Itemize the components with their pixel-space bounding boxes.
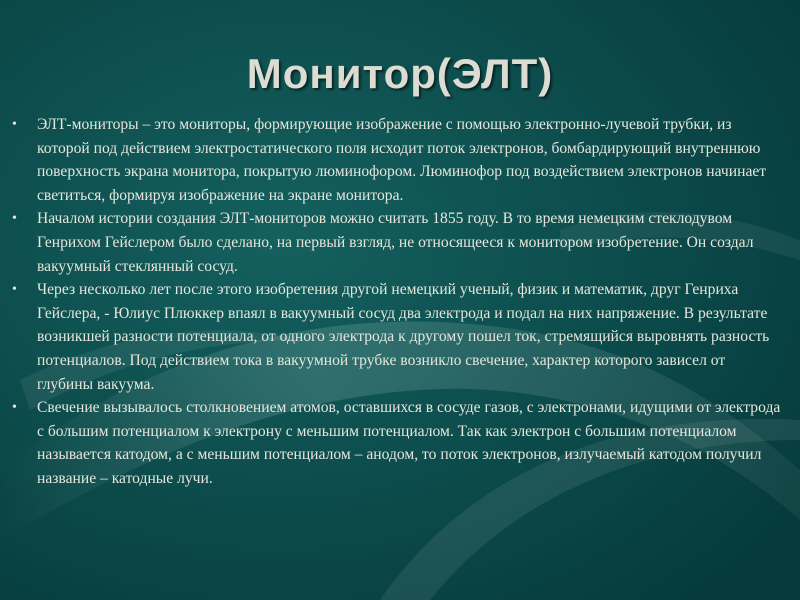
bullet-list — [10, 113, 785, 491]
list-item — [10, 278, 785, 396]
bullet-text: Через несколько лет после этого изобретения другой немецкий ученый, физик и математик, друг Генриха Гейслера, - Юлиус Плюккер впаял в вакуумный сосуд два электрода и подал на них напряжение. В результате возникшей разности потенциала, от одного электрода к другому пошел ток, стремящийся выровнять разность потенциалов. Под действием тока в вакуумной трубке возникло свечение, характер которого зависел от глубины вакуума. — [37, 281, 770, 393]
list-item — [10, 396, 785, 490]
bullet-icon: • — [12, 117, 17, 132]
list-item — [10, 207, 785, 278]
bullet-text: ЭЛТ-мониторы – это мониторы, формирующие изображение с помощью электронно-лучевой трубки, из которой под действием электростатического поля исходит поток электронов, бомбардирующий внутреннюю поверхность экрана монитора, покрытую люминофором. Люминофор под воздействием электронов начинает светиться, формируя изображение на экране монитора. — [37, 116, 767, 204]
bullet-text: Началом истории создания ЭЛТ-мониторов можно считать 1855 году. В то время немецким стеклодувом Генрихом Гейслером было сделано, на первый взгляд, не относящееся к монитором изобретение. Он создал вакуумный стеклянный сосуд. — [37, 210, 754, 275]
bullet-icon: • — [12, 211, 17, 227]
bullet-icon: • — [12, 400, 17, 416]
list-item — [10, 113, 785, 207]
bullet-icon: • — [12, 282, 17, 298]
page-title: Монитор(ЭЛТ) — [246, 50, 554, 97]
bullet-text: Свечение вызывалось столкновением атомов, оставшихся в сосуде газов, с электронами, идущими от электрода с большим потенциалом к электрону с меньшим потенциалом. Так как электрон с большим потенциалом называется катодом, а с меньшим потенциалом – анодом, то поток электронов, излучаемый катодом получил название – катодные лучи. — [37, 399, 781, 487]
